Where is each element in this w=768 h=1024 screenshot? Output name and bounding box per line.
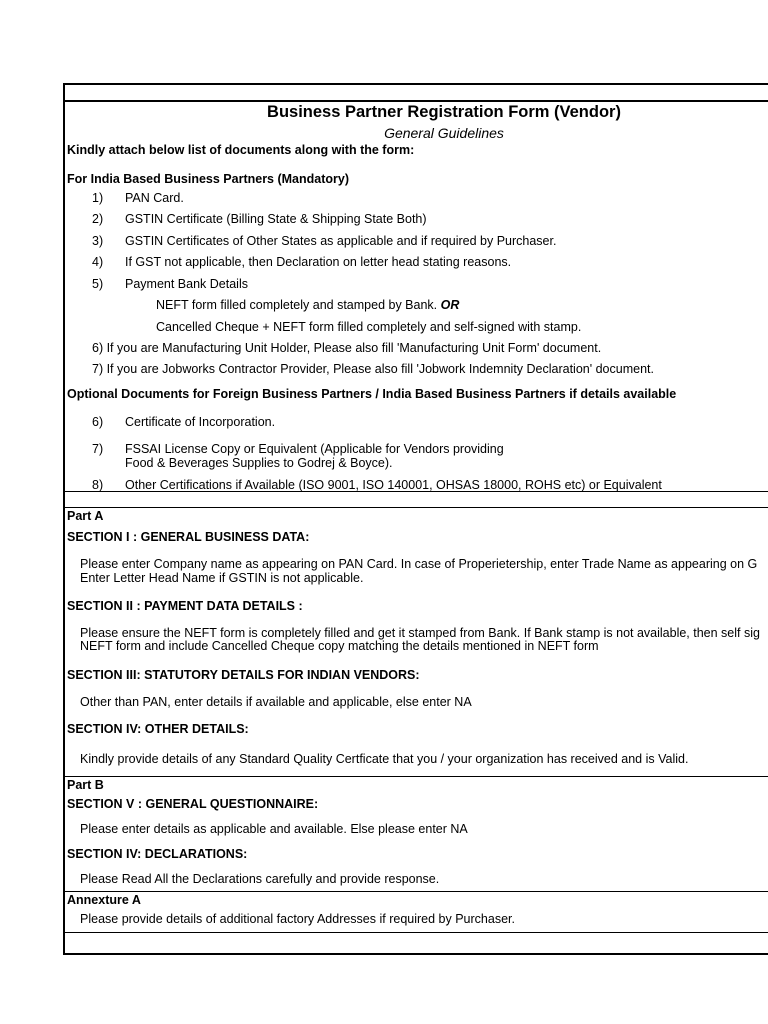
bank-option-1-text: NEFT form filled completely and stamped by Bank. xyxy=(156,298,438,312)
india-item-7: 7) If you are Jobworks Contractor Provider, Please also fill 'Jobwork Indemnity Declaration' document. xyxy=(92,362,654,376)
section-2-line-1: Please ensure the NEFT form is completely filled and get it stamped from Bank. If Bank stamp is not available, then self sig xyxy=(80,626,760,640)
item-number: 5) xyxy=(92,277,104,291)
bottom-divider xyxy=(63,932,768,933)
item-number: 2) xyxy=(92,212,104,226)
part-a-divider xyxy=(63,507,768,508)
page-title: Business Partner Registration Form (Vendor) xyxy=(267,103,621,121)
annexure-label: Annexture A xyxy=(67,893,141,907)
or-label: OR xyxy=(440,298,460,312)
item-number: 4) xyxy=(92,255,104,269)
section-5-heading: SECTION V : GENERAL QUESTIONNAIRE: xyxy=(67,797,319,811)
page-subtitle: General Guidelines xyxy=(384,125,504,141)
title-divider xyxy=(63,100,768,102)
part-a-label: Part A xyxy=(67,509,104,523)
section-5-line-1: Please enter details as applicable and available. Else please enter NA xyxy=(80,822,468,836)
declarations-line-1: Please Read All the Declarations carefully and provide response. xyxy=(80,872,440,886)
item-text: If GST not applicable, then Declaration on letter head stating reasons. xyxy=(125,255,512,269)
bank-option-2: Cancelled Cheque + NEFT form filled completely and self-signed with stamp. xyxy=(156,320,582,334)
section-1-heading: SECTION I : GENERAL BUSINESS DATA: xyxy=(67,530,310,544)
section-2-line-2: NEFT form and include Cancelled Cheque copy matching the details mentioned in NEFT form xyxy=(80,639,599,653)
bank-option-1 xyxy=(156,298,459,312)
item-number: 7) xyxy=(92,442,104,456)
annexure-line-1: Please provide details of additional factory Addresses if required by Purchaser. xyxy=(80,912,515,926)
india-item-6: 6) If you are Manufacturing Unit Holder, Please also fill 'Manufacturing Unit Form' document. xyxy=(92,341,602,355)
item-text: FSSAI License Copy or Equivalent (Applicable for Vendors providing xyxy=(125,442,504,456)
section-1-line-1: Please enter Company name as appearing on PAN Card. In case of Properietership, enter Trade Name as appearing on G xyxy=(80,557,758,571)
section-3-heading: SECTION III: STATUTORY DETAILS FOR INDIAN VENDORS: xyxy=(67,668,420,682)
section-3-line-1: Other than PAN, enter details if available and applicable, else enter NA xyxy=(80,695,472,709)
section-4-line-1: Kindly provide details of any Standard Quality Certficate that you / your organization has received and is Valid. xyxy=(80,752,689,766)
item-number: 6) xyxy=(92,415,104,429)
item-number: 1) xyxy=(92,191,104,205)
annexure-divider xyxy=(63,891,768,892)
item-number: 8) xyxy=(92,478,104,492)
section-2-heading: SECTION II : PAYMENT DATA DETAILS : xyxy=(67,599,303,613)
item-text: Certificate of Incorporation. xyxy=(125,415,276,429)
intro-text: Kindly attach below list of documents along with the form: xyxy=(67,143,415,157)
item-text-continued: Food & Beverages Supplies to Godrej & Boyce). xyxy=(125,456,393,470)
item-text: Other Certifications if Available (ISO 9001, ISO 140001, OHSAS 18000, ROHS etc) or Equivalent xyxy=(125,478,662,492)
optional-heading: Optional Documents for Foreign Business Partners / India Based Business Partners if details available xyxy=(67,387,677,401)
item-text: Payment Bank Details xyxy=(125,277,248,291)
section-1-line-2: Enter Letter Head Name if GSTIN is not applicable. xyxy=(80,571,364,585)
item-number: 3) xyxy=(92,234,104,248)
section-4-heading: SECTION IV: OTHER DETAILS: xyxy=(67,722,249,736)
declarations-heading: SECTION IV: DECLARATIONS: xyxy=(67,847,248,861)
item-text: PAN Card. xyxy=(125,191,184,205)
india-heading: For India Based Business Partners (Mandatory) xyxy=(67,172,350,186)
part-b-divider xyxy=(63,776,768,777)
part-b-label: Part B xyxy=(67,778,104,792)
item-text: GSTIN Certificate (Billing State & Shipping State Both) xyxy=(125,212,427,226)
item-text: GSTIN Certificates of Other States as applicable and if required by Purchaser. xyxy=(125,234,557,248)
